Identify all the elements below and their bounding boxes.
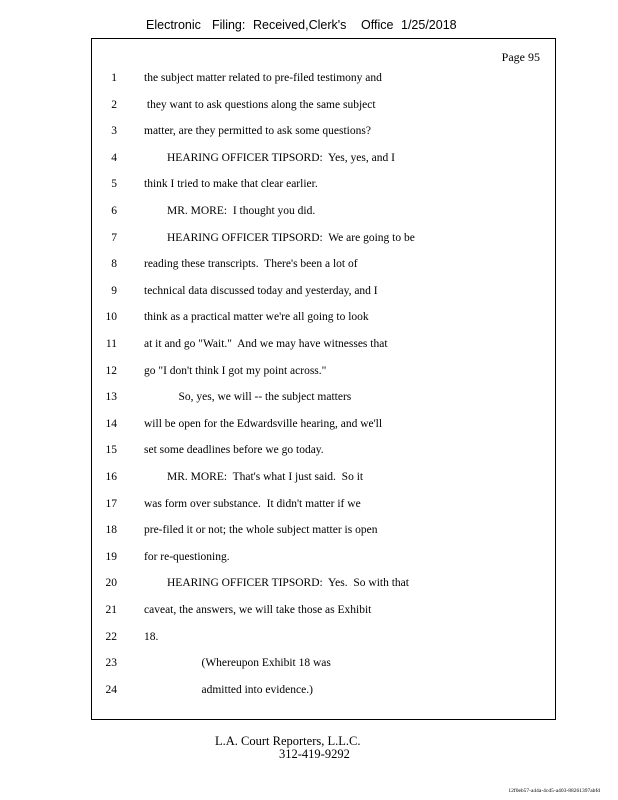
transcript-line	[0, 471, 618, 489]
line-text: admitted into evidence.)	[144, 683, 313, 696]
transcript-line	[0, 604, 618, 622]
footer-phone: 312-419-9292	[279, 747, 350, 761]
line-number: 13	[105, 391, 117, 404]
line-text: technical data discussed today and yesterday, and I	[144, 284, 378, 297]
filing-stamp-date: 1/25/2018	[401, 18, 457, 32]
line-text: caveat, the answers, we will take those as Exhibit	[144, 604, 372, 616]
transcript-line	[0, 391, 618, 409]
line-number: 15	[105, 444, 117, 457]
line-text: pre-filed it or not; the whole subject matter is open	[144, 524, 378, 537]
line-text: the subject matter related to pre-filed testimony and	[144, 72, 382, 84]
line-number: 9	[111, 284, 117, 297]
transcript-line	[0, 418, 618, 436]
transcript-line	[0, 338, 618, 356]
transcript-line	[0, 285, 618, 303]
line-number: 10	[105, 311, 117, 324]
line-text: (Whereupon Exhibit 18 was	[144, 657, 331, 670]
filing-stamp-word-office: Office	[361, 18, 394, 32]
transcript-line	[0, 365, 618, 383]
transcript-line	[0, 152, 618, 170]
transcript-line	[0, 125, 618, 143]
line-text: think I tried to make that clear earlier.	[144, 178, 318, 191]
line-text: 18.	[144, 630, 159, 643]
document-hash: 12f0eb57-a44a-4cd5-a403-88261397abfd	[508, 788, 600, 794]
transcript-line	[0, 684, 618, 702]
line-number: 8	[111, 258, 117, 271]
transcript-line	[0, 258, 618, 276]
transcript-line	[0, 72, 618, 90]
line-text: at it and go "Wait." And we may have witnesses that	[144, 338, 388, 350]
line-number: 6	[111, 205, 117, 217]
line-number: 7	[111, 231, 117, 244]
filing-stamp-word-filing: Filing:	[212, 18, 246, 32]
line-text: HEARING OFFICER TIPSORD: We are going to be	[144, 231, 415, 244]
line-number: 20	[105, 577, 117, 590]
line-number: 22	[105, 630, 117, 643]
filing-stamp-word-received: Received,Clerk's	[253, 18, 347, 32]
line-number: 2	[111, 98, 117, 111]
transcript-line	[0, 444, 618, 462]
line-number: 18	[105, 524, 117, 537]
line-number: 16	[105, 471, 117, 483]
filing-stamp	[0, 18, 618, 38]
line-number: 14	[105, 417, 117, 430]
transcript-line	[0, 577, 618, 595]
line-number: 23	[105, 657, 117, 670]
line-text: will be open for the Edwardsville hearing, and we'll	[144, 417, 383, 430]
line-text: for re-questioning.	[144, 550, 230, 563]
filing-stamp-word-electronic: Electronic	[146, 18, 201, 32]
transcript-line	[0, 205, 618, 223]
transcript-line	[0, 498, 618, 516]
line-text: reading these transcripts. There's been a lot of	[144, 258, 358, 271]
transcript-line	[0, 657, 618, 675]
transcript-line	[0, 524, 618, 542]
line-text: So, yes, we will -- the subject matters	[144, 391, 352, 404]
transcript-line	[0, 99, 618, 117]
line-text: HEARING OFFICER TIPSORD: Yes. So with that	[144, 577, 409, 590]
transcript-line	[0, 311, 618, 329]
transcript-line	[0, 178, 618, 196]
line-number: 24	[105, 683, 117, 696]
line-text: they want to ask questions along the same subject	[144, 98, 376, 111]
line-number: 1	[111, 72, 117, 84]
line-number: 21	[105, 604, 117, 616]
line-text: MR. MORE: That's what I just said. So it	[144, 471, 364, 483]
page-number: Page 95	[501, 50, 540, 64]
line-text: MR. MORE: I thought you did.	[144, 205, 316, 217]
line-number: 12	[105, 364, 117, 377]
transcript-line	[0, 631, 618, 649]
footer-company: L.A. Court Reporters, L.L.C.	[215, 734, 361, 748]
line-number: 4	[111, 151, 117, 164]
line-text: think as a practical matter we're all going to look	[144, 311, 369, 324]
transcript-line	[0, 232, 618, 250]
line-number: 5	[111, 178, 117, 191]
line-number: 17	[105, 497, 117, 510]
line-number: 3	[111, 125, 117, 138]
transcript-line	[0, 551, 618, 569]
line-number: 11	[105, 338, 117, 350]
line-text: HEARING OFFICER TIPSORD: Yes, yes, and I	[144, 151, 395, 164]
line-text: matter, are they permitted to ask some questions?	[144, 125, 371, 138]
line-text: set some deadlines before we go today.	[144, 444, 324, 457]
line-number: 19	[105, 550, 117, 563]
line-text: was form over substance. It didn't matter if we	[144, 497, 361, 510]
line-text: go "I don't think I got my point across."	[144, 364, 327, 377]
